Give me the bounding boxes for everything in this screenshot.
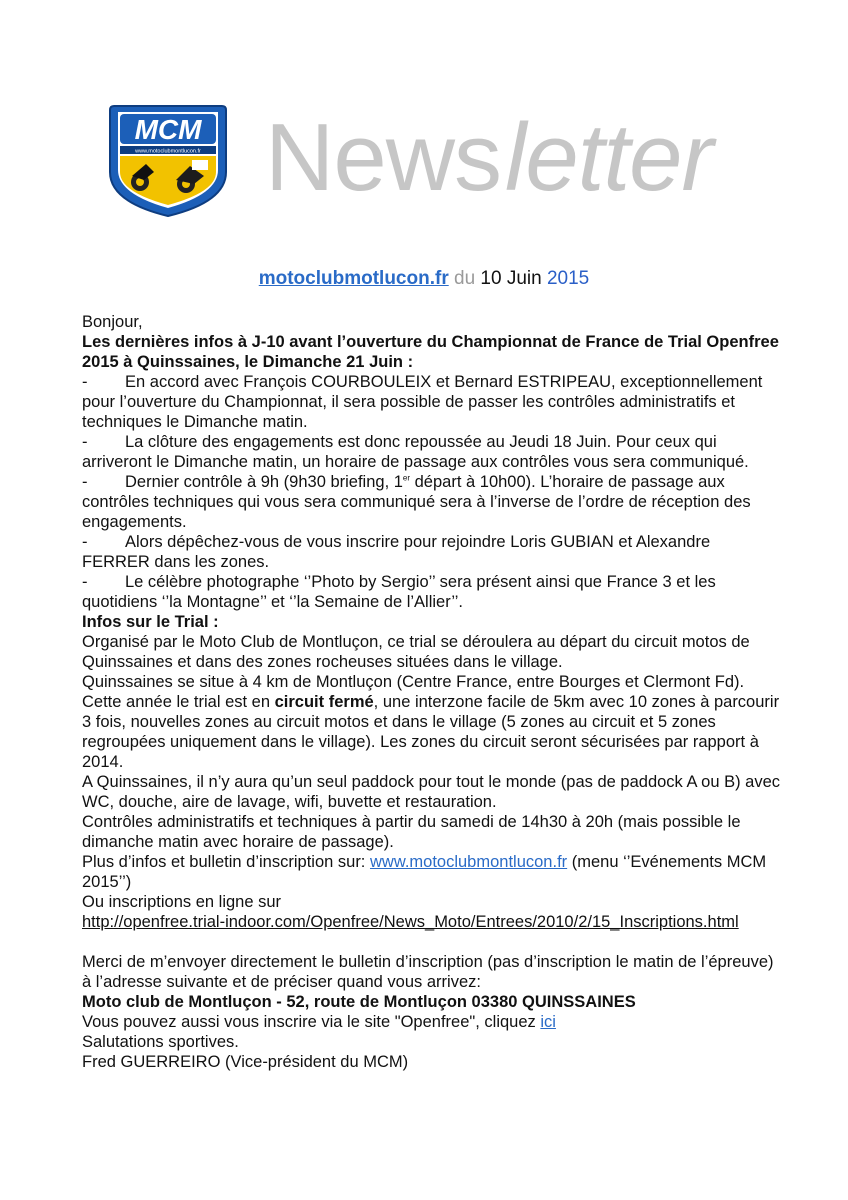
infos-heading: Infos sur le Trial : (82, 613, 219, 631)
paragraph-5: Contrôles administratifs et techniques à partir du samedi de 14h30 à 20h (mais possible le dimanche matin avec horaire de passage). (82, 813, 741, 851)
bullet-2 (82, 432, 782, 472)
bullet-5 (82, 572, 782, 612)
bullet-marker: - (82, 573, 88, 591)
signature: Fred GUERREIRO (Vice-président du MCM) (82, 1053, 409, 1071)
bullet-4-text: Alors dépêchez-vous de vous inscrire pour rejoindre Loris GUBIAN et Alexandre FERRER dans les zones. (82, 533, 711, 571)
newsletter-body (82, 312, 782, 1072)
bullet-3-text-a: Dernier contrôle à 9h (9h30 briefing, 1 (125, 473, 403, 491)
openfree-link[interactable]: http://openfree.trial-indoor.com/Openfree/News_Moto/Entrees/2010/2/15_Inscriptions.html (82, 913, 739, 931)
bullet-marker: - (82, 433, 88, 451)
paragraph-6-b: (menu ‘’Evénements MCM 2015’’) (82, 853, 767, 891)
bullet-2-text: La clôture des engagements est donc repoussée au Jeudi 18 Juin. Pour ceux qui arriveront le Dimanche matin, un horaire de passage aux contrôles vous sera communiqué. (82, 433, 749, 471)
bullet-marker: - (82, 473, 88, 491)
paragraph-3-bold: circuit fermé (274, 693, 374, 711)
paragraph-1: Organisé par le Moto Club de Montluçon, ce trial se déroulera au départ du circuit motos de Quinssaines et dans des zones rocheuses situées dans le village. (82, 633, 750, 671)
paragraph-9 (82, 1012, 782, 1032)
paragraph-4: A Quinssaines, il n’y aura qu’un seul paddock pour tout le monde (pas de paddock A ou B) avec WC, douche, aire de lavage, wifi, buvette et restauration. (82, 773, 781, 811)
logo-url: www.motoclubmontlucon.fr (135, 148, 201, 155)
logo-text: MCM (134, 114, 202, 145)
address: Moto club de Montluçon - 52, route de Montluçon 03380 QUINSSAINES (82, 993, 636, 1011)
bullet-3-text-b: départ à 10h00). L’horaire de passage aux contrôles techniques qui vous sera communiqué sera à l’inverse de l’ordre de réception des engagements. (82, 473, 751, 531)
closing: Salutations sportives. (82, 1033, 239, 1051)
paragraph-6-a: Plus d’infos et bulletin d’inscription sur: (82, 853, 370, 871)
bullet-4 (82, 532, 782, 572)
dateline-du: du (454, 268, 476, 289)
paragraph-3 (82, 692, 782, 772)
paragraph-9-a: Vous pouvez aussi vous inscrire via le site "Openfree", cliquez (82, 1013, 541, 1031)
title-letter: letter (505, 104, 713, 211)
newsletter-title (265, 104, 713, 211)
bullet-5-text: Le célèbre photographe ‘’Photo by Sergio’’ sera présent ainsi que France 3 et les quotidiens ‘’la Montagne’’ et ‘’la Semaine de l’Allier’’. (82, 573, 716, 611)
greeting: Bonjour, (82, 313, 143, 331)
paragraph-3-a: Cette année le trial est en (82, 693, 275, 711)
title-news: News (265, 104, 502, 211)
spacer (82, 932, 782, 952)
ici-link[interactable]: ici (540, 1013, 556, 1031)
paragraph-3-b: , une interzone facile de 5km avec 10 zones à parcourir 3 fois, nouvelles zones au circuit motos et dans le village (5 zones au circuit et 5 zones regroupées uniquement dans le village). Les zones du circuit seront sécurisées par rapport à 2014. (82, 693, 780, 771)
dateline (0, 267, 848, 291)
bullet-1-text: En accord avec François COURBOULEIX et Bernard ESTRIPEAU, exceptionnellement pour l’ouverture du Championnat, il sera possible de passer les contrôles administratifs et techniques le Dimanche matin. (82, 373, 763, 431)
paragraph-7-link-line (82, 912, 782, 932)
dateline-date: 10 Juin (480, 268, 542, 289)
bullet-marker: - (82, 373, 88, 391)
bullet-marker: - (82, 533, 88, 551)
paragraph-8: Merci de m’envoyer directement le bulletin d’inscription (pas d’inscription le matin de l’épreuve) à l’adresse suivante et de préciser quand vous arrivez: (82, 953, 774, 991)
paragraph-2: Quinssaines se situe à 4 km de Montluçon (Centre France, entre Bourges et Clermont Fd). (82, 673, 745, 691)
website-link[interactable]: www.motoclubmontlucon.fr (369, 853, 568, 871)
bullet-1 (82, 372, 782, 432)
paragraph-6 (82, 852, 782, 892)
site-link[interactable]: motoclubmotlucon.fr (258, 268, 449, 289)
dateline-year: 2015 (546, 268, 590, 289)
headline: Les dernières infos à J-10 avant l’ouverture du Championnat de France de Trial Openfree 2015 à Quinssaines, le Dimanche 21 Juin : (82, 333, 779, 371)
bullet-3-sup: er (402, 473, 411, 483)
mcm-logo (106, 102, 230, 218)
paragraph-7: Ou inscriptions en ligne sur (82, 893, 282, 911)
bullet-3 (82, 472, 782, 532)
